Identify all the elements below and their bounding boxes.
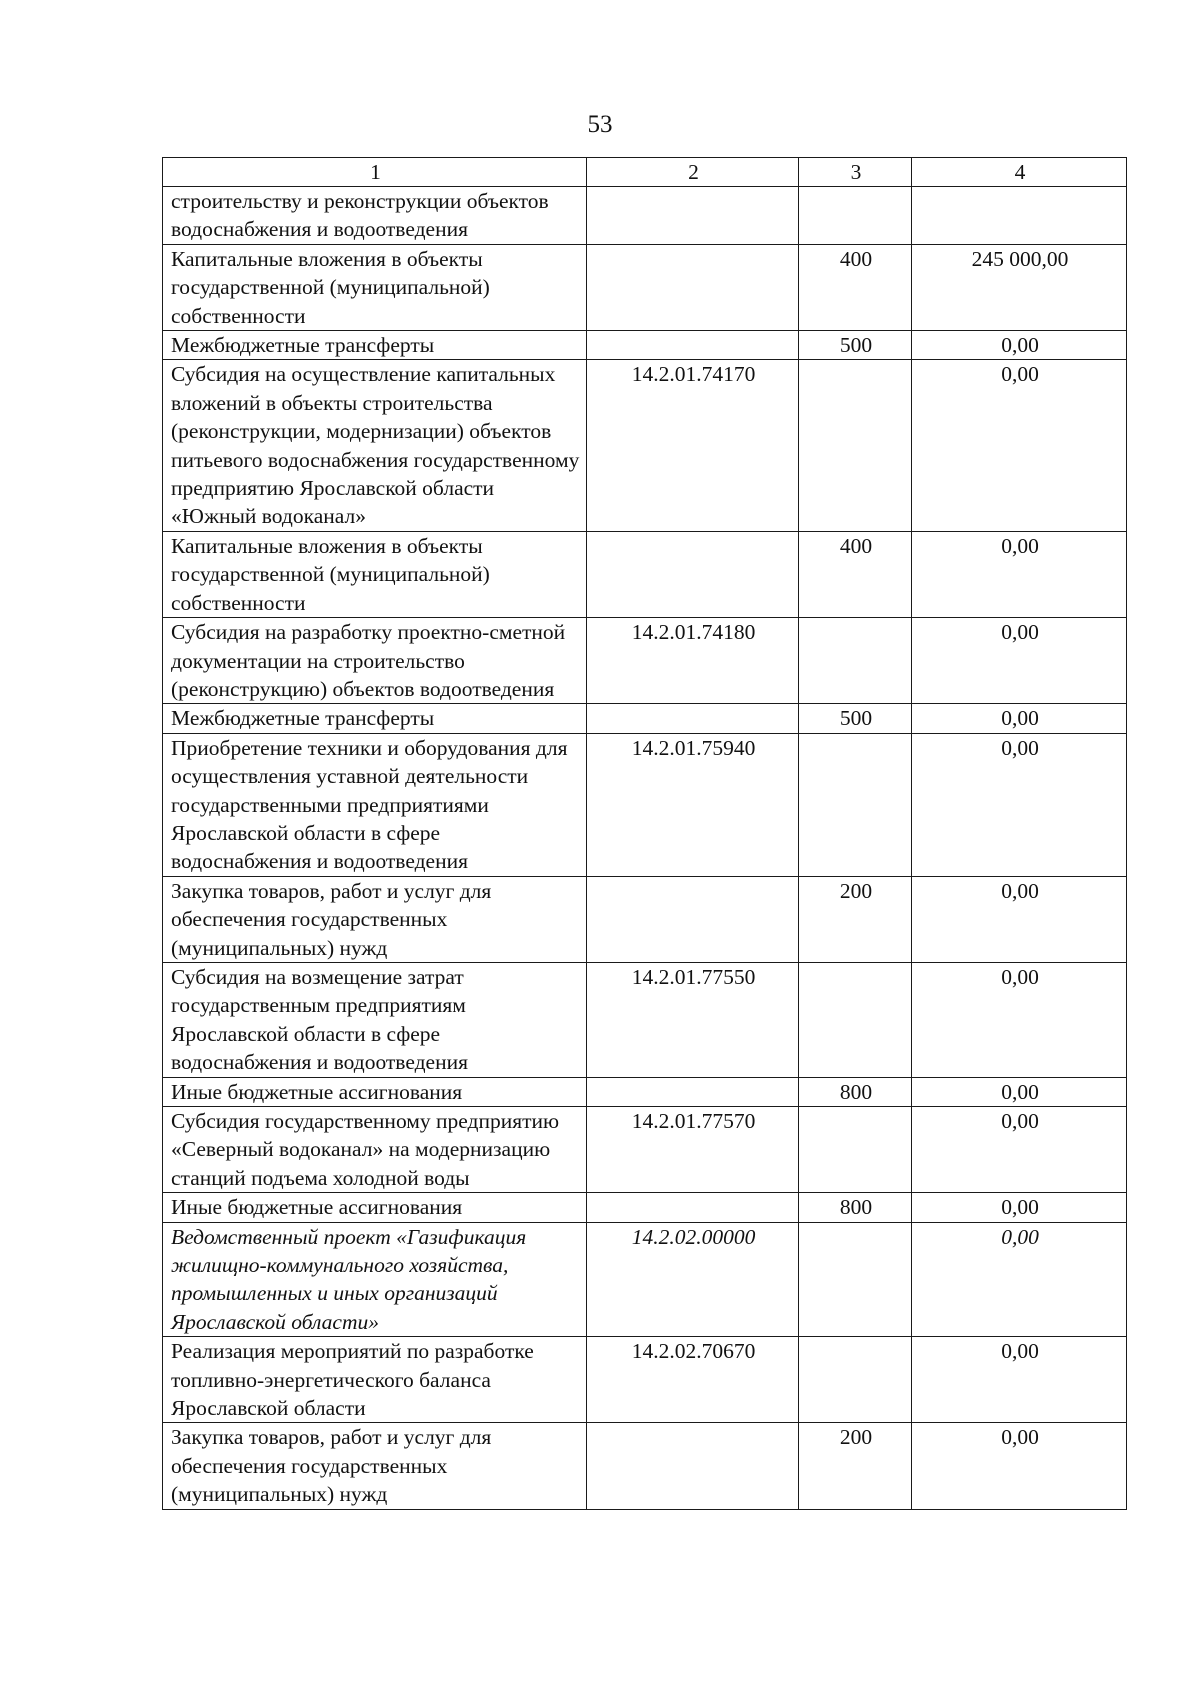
row-type-cell <box>799 733 912 876</box>
row-code-cell: 14.2.01.74180 <box>587 618 799 704</box>
row-type-cell: 800 <box>799 1077 912 1106</box>
row-amount-cell: 0,00 <box>912 962 1127 1077</box>
row-amount-cell: 0,00 <box>912 618 1127 704</box>
row-amount-cell: 0,00 <box>912 1193 1127 1222</box>
row-type-cell <box>799 360 912 531</box>
row-type-cell <box>799 618 912 704</box>
row-name-cell: Субсидия на разработку проектно-сметной документации на строительство (реконструкцию) объектов водоотведения <box>163 618 587 704</box>
row-amount-cell: 0,00 <box>912 733 1127 876</box>
table-row <box>163 331 1127 360</box>
row-name-cell: Иные бюджетные ассигнования <box>163 1193 587 1222</box>
table-row <box>163 876 1127 962</box>
row-amount-cell: 0,00 <box>912 531 1127 617</box>
header-row <box>163 158 1127 187</box>
table-row <box>163 1337 1127 1423</box>
table-row <box>163 360 1127 531</box>
row-amount-cell: 0,00 <box>912 876 1127 962</box>
row-code-cell <box>587 1193 799 1222</box>
table-row <box>163 1193 1127 1222</box>
row-code-cell: 14.2.01.77570 <box>587 1107 799 1193</box>
row-type-cell: 500 <box>799 704 912 733</box>
row-code-cell <box>587 704 799 733</box>
row-name-cell: строительству и реконструкции объектов водоснабжения и водоотведения <box>163 187 587 245</box>
header-col-1: 1 <box>163 158 587 187</box>
row-amount-cell: 0,00 <box>912 331 1127 360</box>
row-code-cell <box>587 244 799 330</box>
row-type-cell: 800 <box>799 1193 912 1222</box>
header-col-4: 4 <box>912 158 1127 187</box>
row-code-cell: 14.2.01.75940 <box>587 733 799 876</box>
row-amount-cell <box>912 187 1127 245</box>
row-name-cell: Ведомственный проект «Газификация жилищно-коммунального хозяйства, промышленных и иных организаций Ярославской области» <box>163 1222 587 1337</box>
row-code-cell <box>587 331 799 360</box>
row-type-cell <box>799 1222 912 1337</box>
row-name-cell: Приобретение техники и оборудования для осуществления уставной деятельности государственными предприятиями Ярославской области в сфере водоснабжения и водоотведения <box>163 733 587 876</box>
page-number: 53 <box>587 111 613 138</box>
row-amount-cell: 0,00 <box>912 360 1127 531</box>
table-row <box>163 531 1127 617</box>
row-code-cell: 14.2.01.77550 <box>587 962 799 1077</box>
row-name-cell: Закупка товаров, работ и услуг для обеспечения государственных (муниципальных) нужд <box>163 876 587 962</box>
table-row <box>163 187 1127 245</box>
table-row <box>163 244 1127 330</box>
table-row <box>163 962 1127 1077</box>
table-row <box>163 1222 1127 1337</box>
row-name-cell: Субсидия на возмещение затрат государственным предприятиям Ярославской области в сфере водоснабжения и водоотведения <box>163 962 587 1077</box>
row-name-cell: Капитальные вложения в объекты государственной (муниципальной) собственности <box>163 531 587 617</box>
row-type-cell: 400 <box>799 244 912 330</box>
row-type-cell <box>799 962 912 1077</box>
row-name-cell: Межбюджетные трансферты <box>163 331 587 360</box>
table-row <box>163 618 1127 704</box>
table-row <box>163 1077 1127 1106</box>
row-amount-cell: 0,00 <box>912 704 1127 733</box>
row-name-cell: Реализация мероприятий по разработке топливно-энергетического баланса Ярославской области <box>163 1337 587 1423</box>
row-code-cell <box>587 1077 799 1106</box>
row-amount-cell: 0,00 <box>912 1337 1127 1423</box>
row-type-cell: 200 <box>799 1423 912 1509</box>
row-code-cell: 14.2.02.00000 <box>587 1222 799 1337</box>
row-code-cell <box>587 531 799 617</box>
row-type-cell: 200 <box>799 876 912 962</box>
budget-table <box>162 157 1127 1510</box>
header-col-2: 2 <box>587 158 799 187</box>
row-name-cell: Субсидия на осуществление капитальных вложений в объекты строительства (реконструкции, модернизации) объектов питьевого водоснабжения государственному предприятию Ярославской области «Южный водоканал» <box>163 360 587 531</box>
table-header <box>163 158 1127 187</box>
row-type-cell: 500 <box>799 331 912 360</box>
row-code-cell: 14.2.02.70670 <box>587 1337 799 1423</box>
header-col-3: 3 <box>799 158 912 187</box>
row-code-cell <box>587 1423 799 1509</box>
row-name-cell: Капитальные вложения в объекты государственной (муниципальной) собственности <box>163 244 587 330</box>
table-row <box>163 733 1127 876</box>
row-amount-cell: 0,00 <box>912 1107 1127 1193</box>
row-type-cell <box>799 1337 912 1423</box>
row-name-cell: Иные бюджетные ассигнования <box>163 1077 587 1106</box>
row-code-cell <box>587 876 799 962</box>
row-type-cell <box>799 1107 912 1193</box>
table-row <box>163 1107 1127 1193</box>
table-row <box>163 1423 1127 1509</box>
row-name-cell: Закупка товаров, работ и услуг для обеспечения государственных (муниципальных) нужд <box>163 1423 587 1509</box>
row-code-cell: 14.2.01.74170 <box>587 360 799 531</box>
table-body <box>163 187 1127 1510</box>
table-row <box>163 704 1127 733</box>
row-amount-cell: 0,00 <box>912 1077 1127 1106</box>
row-code-cell <box>587 187 799 245</box>
row-name-cell: Субсидия государственному предприятию «Северный водоканал» на модернизацию станций подъема холодной воды <box>163 1107 587 1193</box>
row-type-cell: 400 <box>799 531 912 617</box>
row-type-cell <box>799 187 912 245</box>
row-amount-cell: 0,00 <box>912 1423 1127 1509</box>
row-amount-cell: 0,00 <box>912 1222 1127 1337</box>
row-amount-cell: 245 000,00 <box>912 244 1127 330</box>
row-name-cell: Межбюджетные трансферты <box>163 704 587 733</box>
